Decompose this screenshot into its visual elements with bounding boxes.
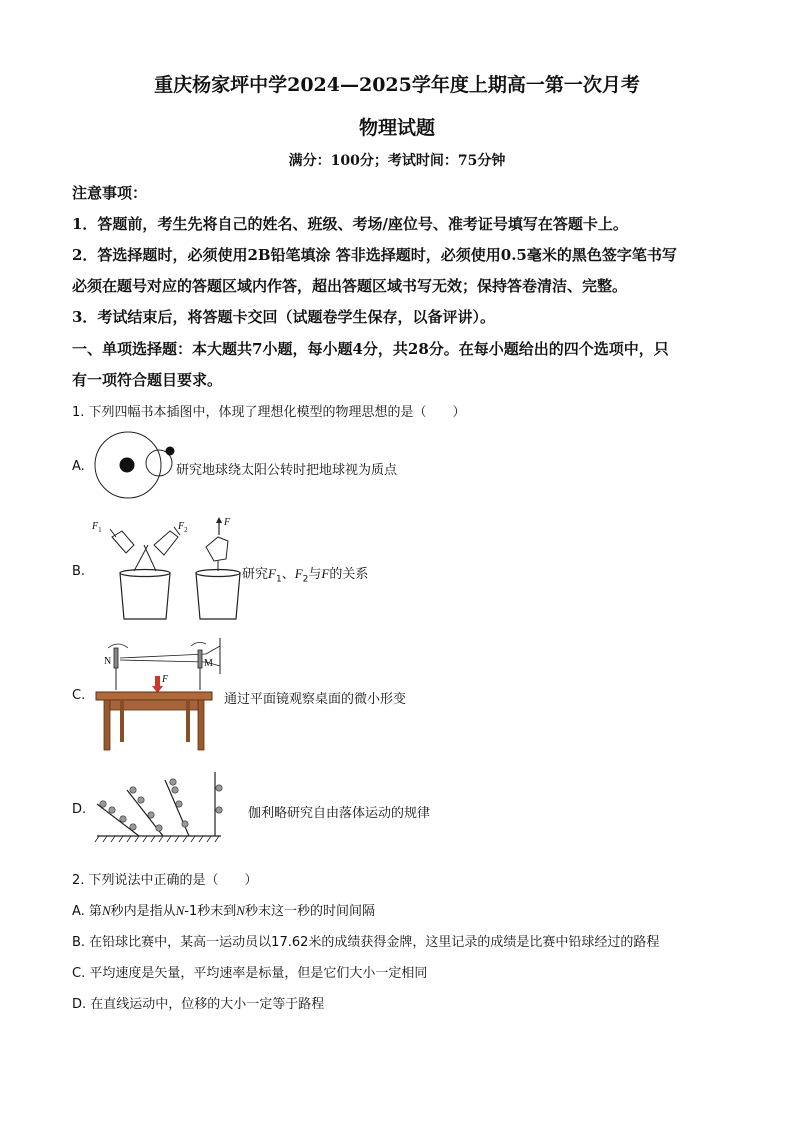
q1-option-a-caption: 研究地球绕太阳公转时把地球视为质点	[176, 463, 398, 478]
subject-title: 物理试题	[358, 117, 435, 139]
q1-option-c-letter: C.	[72, 688, 86, 703]
force-experiment-figure	[88, 515, 243, 623]
q1-stem: 1. 下列四幅书本插图中，体现了理想化模型的物理思想的是（ ）	[72, 405, 466, 420]
notice-item-3: 3．考试结束后，将答题卡交回（试题卷学生保存，以备评讲）。	[72, 308, 495, 326]
q1-option-d-caption: 伽利略研究自由落体运动的规律	[248, 806, 431, 821]
q2-option-a: A. 第N秒内是指从N-1秒末到N秒末这一秒的时间间隔	[72, 903, 375, 919]
q2-option-b: B. 在铅球比赛中，某高一运动员以17.62米的成绩获得金牌，这里记录的成绩是比赛中铅球经过的路程	[72, 935, 660, 950]
q2-option-d: D. 在直线运动中，位移的大小一定等于路程	[72, 997, 325, 1012]
q1-option-a-letter: A.	[72, 459, 85, 474]
orbit-figure	[88, 430, 183, 505]
press-force-arrow	[155, 676, 160, 686]
q1-option-b-letter: B.	[72, 564, 86, 579]
q2-stem: 2. 下列说法中正确的是（ ）	[72, 873, 258, 888]
label-n: N	[104, 656, 112, 667]
q1-option-c-caption: 通过平面镜观察桌面的微小形变	[224, 692, 407, 707]
notice-item-1: 1．答题前，考生先将自己的姓名、班级、考场/座位号、准考证号填写在答题卡上。	[72, 215, 628, 233]
page-title: 重庆杨家坪中学2024—2025学年度上期高一第一次月考	[154, 74, 640, 96]
label-f2: $F_2$	[178, 521, 188, 534]
label-f1: $F_1$	[92, 521, 102, 534]
q2-option-c: C. 平均速度是矢量，平均速率是标量，但是它们大小一定相同	[72, 966, 428, 981]
section-heading: 一、单项选择题：本大题共7小题，每小题4分，共28分。在每小题给出的四个选项中，只	[72, 340, 669, 358]
earth-dot	[166, 447, 175, 456]
label-m: M	[204, 658, 213, 669]
notice-item-2-cont: 必须在题号对应的答题区域内作答，超出答题区域书写无效；保持答卷清洁、完整。	[72, 277, 628, 295]
label-press-f: F	[162, 674, 169, 685]
notice-item-2: 2．答选择题时，必须使用2B铅笔填涂 答非选择题时，必须使用0.5毫米的黑色签字笔书写	[72, 246, 677, 264]
galileo-incline-figure	[95, 770, 245, 845]
label-f: F	[224, 517, 231, 528]
notice-heading: 注意事项：	[72, 184, 148, 202]
q1-option-b-caption: 研究$F_1$、$F_2$与F的关系	[242, 566, 369, 585]
q1-option-d-letter: D.	[72, 802, 87, 817]
section-heading-cont: 有一项符合题目要求。	[72, 371, 223, 389]
mirror-table-figure	[96, 636, 221, 751]
sun-dot	[120, 458, 135, 473]
exam-meta: 满分：100分；考试时间：75分钟	[288, 153, 506, 169]
